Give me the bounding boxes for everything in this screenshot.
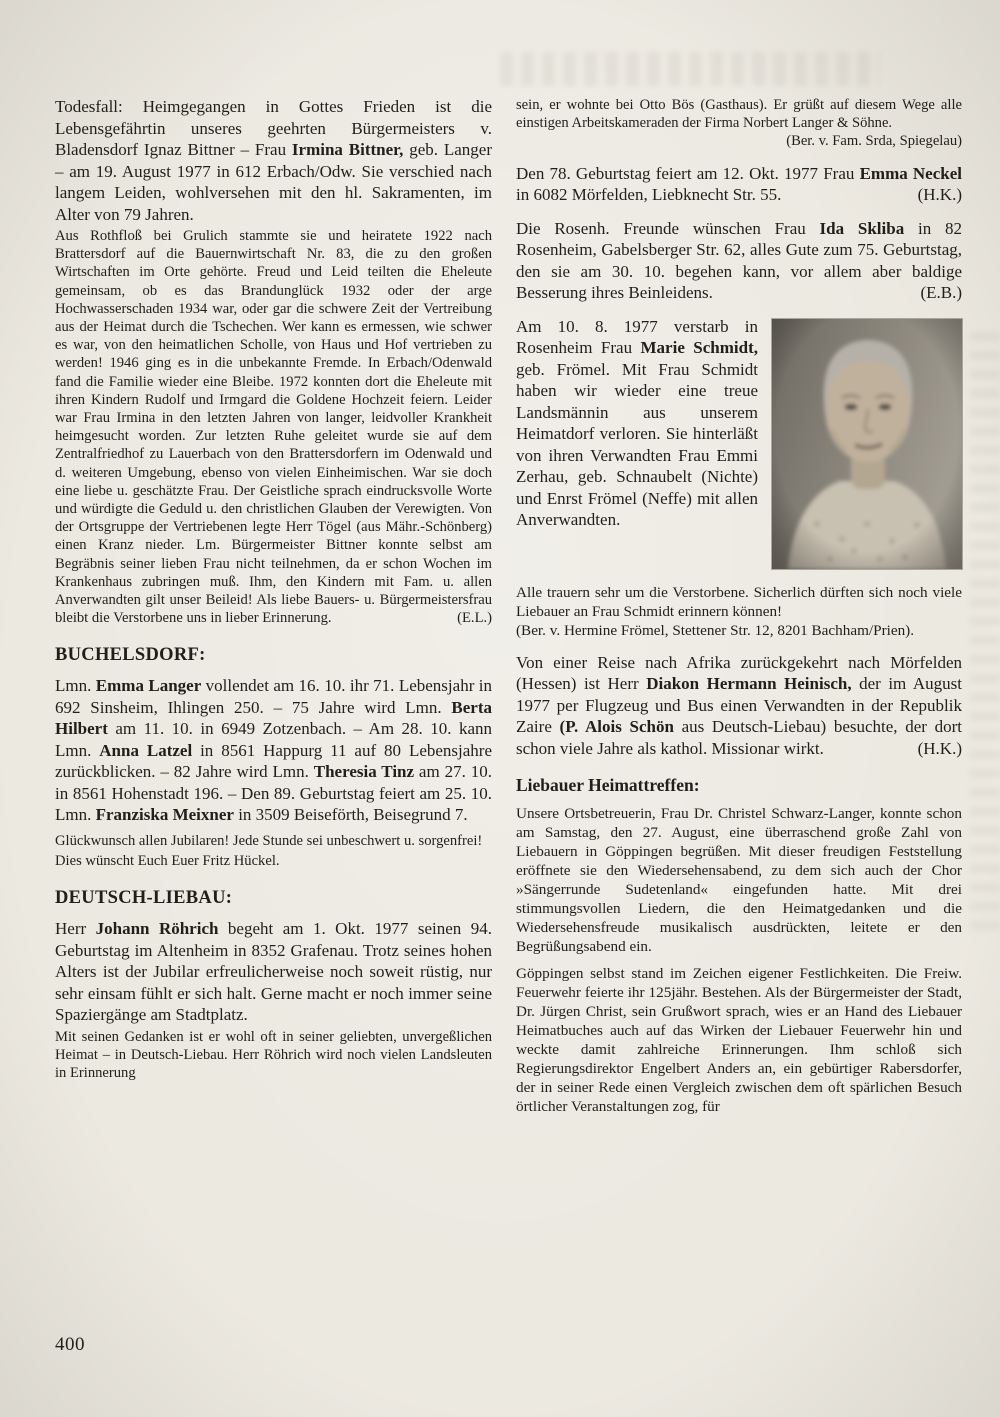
schmidt-obituary (516, 316, 962, 577)
roehrich-continued-text: sein, er wohnte bei Otto Bös (Gasthaus). Er grüßt auf diesem Wege alle einstigen Arbeitskameraden der Firma Norbert Langer & Söhne. (516, 97, 962, 132)
roehrich-birthday: Herr Johann Röhrich begeht am 1. Okt. 1977 seinen 94. Geburtstag im Altenheim in 8352 Grafenau. Trotz seines hohen Alters ist der Jubilar erfreulicherweise noch soweit rüstig, nur sehr einsam fühlt er sich halt. Gerne macht er noch immer seine Spaziergänge am Stadtplatz. (55, 919, 493, 1025)
section-heading-deutsch-liebau: DEUTSCH-LIEBAU: (55, 888, 233, 909)
skliba-initials: (E.B.) (920, 283, 962, 303)
heinisch-travel-report (516, 652, 962, 760)
obituary-bittner-initials: (E.L.) (457, 610, 492, 627)
portrait-photo-marie-schmidt (772, 319, 962, 569)
srda-byline: (Ber. v. Fam. Srda, Spiegelau) (786, 133, 962, 150)
schmidt-obituary-text: Am 10. 8. 1977 verstarb in Rosenheim Frau Marie Schmidt, geb. Frömel. Mit Frau Schmidt haben wir wieder eine treue Landsmännin aus unserem Heimatdorf verloren. Sie hinterläßt von ihren Verwandten Frau Emmi Zerhau, geb. Schnaubelt (Nichte) und Enrst Frömel (Neffe) mit allen Anverwandten. (516, 316, 758, 530)
neckel-birthday (516, 163, 962, 206)
schmidt-mourning: Alle trauern sehr um die Verstorbene. Sicherlich dürften sich noch viele Liebauer an Frau Schmidt erinnern können! (516, 583, 962, 620)
buchelsdorf-jubilees: Lmn. Emma Langer vollendet am 16. 10. ihr 71. Lebensjahr in 692 Sinsheim, Ihlingen 250. – 75 Jahre wird Lmn. Berta Hilbert am 11. 10. in 6949 Zotzenbach. – Am 28. 10. kann Lmn. Anna Latzel in 8561 Happurg 11 auf 80 Lebensjahre zurückblicken. – 82 Jahre wird Lmn. Theresia Tinz am 27. 10. in 8561 Hohenstadt 196. – Den 89. Geburtstag feiert am 25. 10. Lmn. Franziska Meixner in 3509 Beiseförth, Beisegrund 7. (55, 676, 493, 825)
heimattreffen-para2: Göppingen selbst stand im Zeichen eigener Festlichkeiten. Die Freiw. Feuerwehr feierte ihr 125jähr. Bestehen. Als der Bürgermeister der Stadt, Dr. Jürgen Christ, sein Grußwort sprach, wies er an Hand des Liebauer Heimatbuches auch auf das Wirken der Liebauer Feuerwehr hin und weckte damit zahlreiche Erinnerungen. Ihm schloß sich Regierungsdirektor Engelbert Anders an, ein gebürtiger Rabersdorfer, der in seiner Rede einen Vergleich zwischen dem oft spärlichen Besuch örtlicher Veranstaltungen zog, für (516, 965, 962, 1116)
buchelsdorf-closing: Dies wünscht Euch Euer Fritz Hückel. (55, 853, 280, 870)
section-heading-buchelsdorf: BUCHELSDORF: (55, 645, 206, 666)
neckel-initials: (H.K.) (917, 185, 962, 205)
neckel-birthday-text: Den 78. Geburtstag feiert am 12. Okt. 1977 Frau Emma Neckel in 6082 Mörfelden, Liebknecht Str. 55. (516, 163, 962, 205)
left-column (55, 96, 492, 1116)
page-content (55, 96, 962, 1116)
skliba-birthday-text: Die Rosenh. Freunde wünschen Frau Ida Skliba in 82 Rosenheim, Gabelsberger Str. 62, alles Gute zum 75. Geburtstag, den sie am 30. 10. begehen kann, vor allem aber baldige Besserung ihres Beinleidens. (516, 218, 962, 303)
heinisch-initials: (H.K.) (917, 738, 962, 758)
section-heading-heimattreffen: Liebauer Heimattreffen: (516, 775, 700, 796)
skliba-birthday (516, 218, 962, 304)
buchelsdorf-wishes: Glückwunsch allen Jubilaren! Jede Stunde sei unbeschwert u. sorgenfrei! (55, 832, 483, 849)
obituary-bittner-body-text: Aus Rothfloß bei Grulich stammte sie und heiratete 1922 nach Brattersdorf auf die Bauernwirtschaft Nr. 83, die zu den großen Wirtschaften im Orte gehörte. Freud und Leid teilten die Eheleute gemeinsam, ob es das Brandunglück 1932 oder der arge Hochwasserschaden 1934 war, oder gar die schwere Zeit der Vertreibung aus der Heimat durch die Tschechen. Wer kann es ermessen, wie schwer es war, von den heimatlichen Scholle, von Haus und Hof vertrieben zu werden! 1946 ging es in die unbekannte Fremde. In Erbach/Odenwald fand die Familie wieder eine Bleibe. 1972 konnten dort die Eheleute mit ihren Kindern Rudolf und Irmgard die Goldene Hochzeit feiern. Leider war Frau Irmina in den letzten Jahren von langer, leidvoller Krankheit heimgesucht worden. Zur letzten Ruhe geleitet wurde sie auf dem Zentralfriedhof zu Lauerbach von den Brattersdorfern im Odenwald und d. weiteren Umgebung, ebenso von vielen Einheimischen. War sie doch eine liebe u. geschätzte Frau. Der Geistliche sprach eindrucksvolle Worte und würdigte die Geduld u. den christlichen Glauben der Verewigten. Von der Ortsgruppe der Vertriebenen legte Herr Tögel (aus Mähr.-Schönberg) einen Kranz nieder. Lm. Bürgermeister Bittner konnte selbst am Begräbnis seiner lieben Frau nicht teilnehmen, da er schon Wochen im Krankenhaus zubringen muß. Ihm, den Kindern mit Fam. u. allen Anverwandten gilt unser Beileid! Als liebe Bauers- u. Bürgermeistersfrau bleibt die Verstorbene uns in lieber Erinnerung. (55, 228, 492, 627)
schmidt-byline: (Ber. v. Hermine Frömel, Stettener Str. 12, 8201 Bachham/Prien). (516, 621, 915, 639)
bleedthrough-artifact-right (970, 330, 1000, 930)
obituary-bittner-body (55, 227, 492, 627)
roehrich-birthday-continuation: Mit seinen Gedanken ist er wohl oft in seiner geliebten, unvergeßlichen Heimat – in Deutsch-Liebau. Herr Röhrich wird noch vielen Landsleuten in Erinnerung (55, 1028, 492, 1082)
heinisch-travel-text: Von einer Reise nach Afrika zurückgekehrt nach Mörfelden (Hessen) ist Herr Diakon Hermann Heinisch, der im August 1977 per Flugzeug und Bus einen Verwandten in der Republik Zaire (P. Alois Schön aus Deutsch-Liebau) besuchte, der dort schon viele Jahre als kathol. Missionar wirkt. (516, 652, 962, 758)
page-number: 400 (55, 1334, 85, 1355)
obituary-bittner-lead: Todesfall: Heimgegangen in Gottes Frieden ist die Lebensgefährtin unseres geehrten Bürgermeisters v. Bladensdorf Ignaz Bittner – Frau Irmina Bittner, geb. Langer – am 19. August 1977 in 612 Erbach/Odw. Sie verschied nach langem Leiden, wohlversehen mit den hl. Sakramenten, im Alter von 79 Jahren. (55, 97, 493, 224)
bleedthrough-artifact-top (500, 52, 880, 86)
right-column (516, 96, 962, 1116)
heimattreffen-para1: Unsere Ortsbetreuerin, Frau Dr. Christel Schwarz-Langer, konnte schon am Samstag, den 27. August, eine überraschend große Zahl von Liebauern in Göppingen begrüßen. Mit dieser freudigen Feststellung eröffnete sie den Wiedersehensabend, zu dem sich auch der Chor »Sängerrunde Sudetenland« eingefunden hatte. Mit drei stimmungsvollen Liedern, die den Heimatgedanken und die Wiedersehensfreude musikalisch ausdrückten, leitete er den Begrüßungsabend ein. (516, 805, 962, 956)
